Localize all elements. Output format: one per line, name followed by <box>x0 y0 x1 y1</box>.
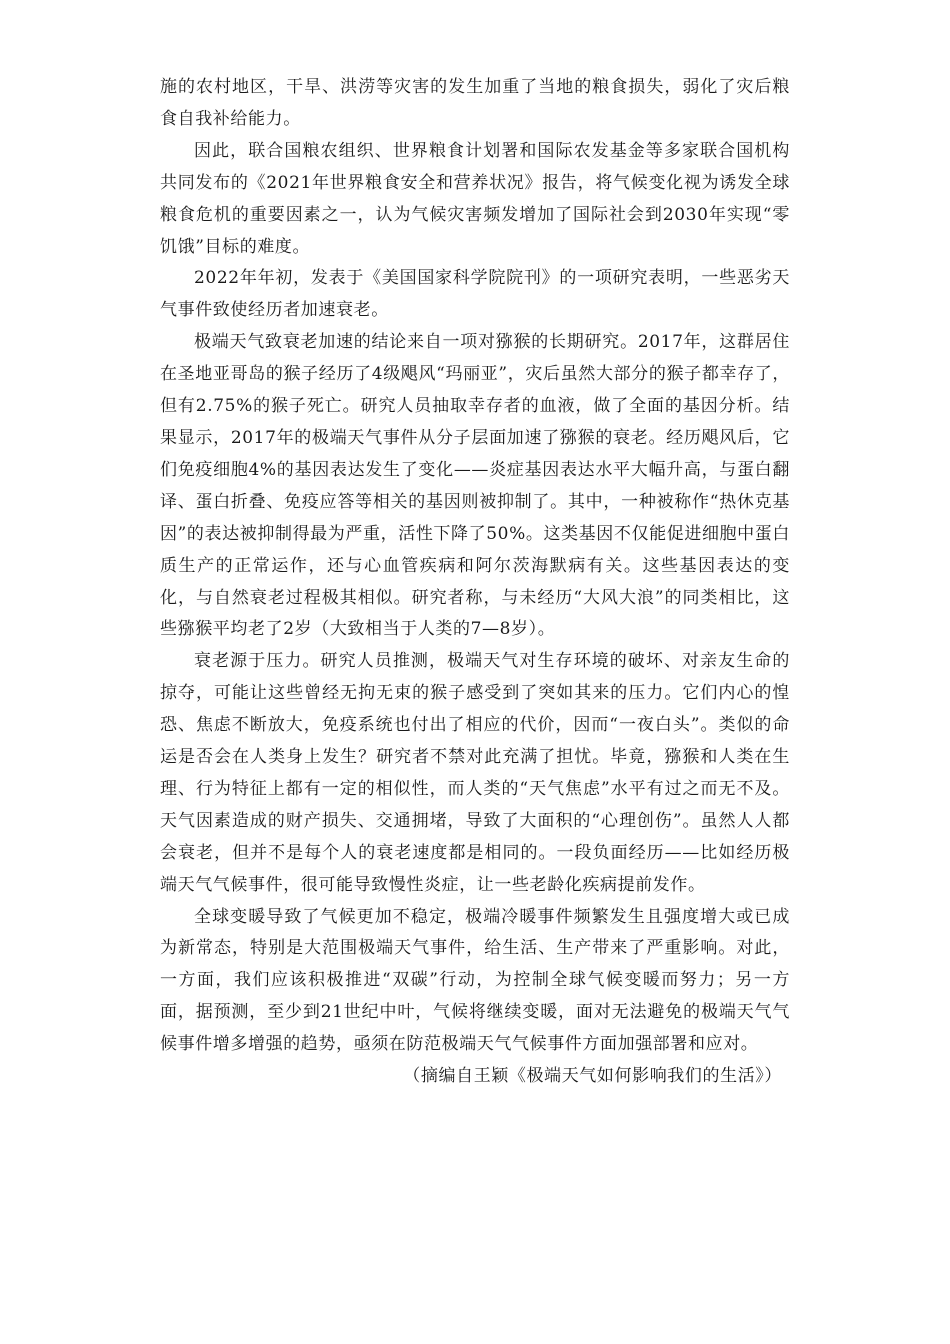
paragraph-continued: 施的农村地区，干旱、洪涝等灾害的发生加重了当地的粮食损失，弱化了灾后粮食自我补给能力。 <box>160 77 790 129</box>
paragraph-global-warming: 全球变暖导致了气候更加不稳定，极端冷暖事件频繁发生且强度增大或已成为新常态，特别是大范围极端天气事件，给生活、生产带来了严重影响。对此，一方面，我们应该积极推进“双碳”行动，为控制全球气候变暖而努力；另一方面，据预测，至少到21世纪中叶，气候将继续变暖，面对无法避免的极端天气气候事件增多增强的趋势，亟须在防范极端天气气候事件方面加强部署和应对。 <box>160 906 790 1055</box>
source-citation: （摘编自王颖《极端天气如何影响我们的生活》） <box>403 1066 782 1087</box>
article-body <box>160 72 790 1093</box>
paragraph-macaque-research: 极端天气致衰老加速的结论来自一项对猕猴的长期研究。2017年，这群居住在圣地亚哥岛的猴子经历了4级飓风“玛丽亚”，灾后虽然大部分的猴子都幸存了，但有2.75%的猴子死亡。研究人员抽取幸存者的血液，做了全面的基因分析。结果显示，2017年的极端天气事件从分子层面加速了猕猴的衰老。经历飓风后，它们免疫细胞4%的基因表达发生了变化——炎症基因表达水平大幅升高，与蛋白翻译、蛋白折叠、免疫应答等相关的基因则被抑制了。其中，一种被称作“热休克基因”的表达被抑制得最为严重，活性下降了50%。这类基因不仅能促进细胞中蛋白质生产的正常运作，还与心血管疾病和阿尔茨海默病有关。这些基因表达的变化，与自然衰老过程极其相似。研究者称，与未经历“大风大浪”的同类相比，这些猕猴平均老了2岁（大致相当于人类的7—8岁）。 <box>160 332 790 640</box>
paragraph-pnas-study: 2022年年初，发表于《美国国家科学院院刊》的一项研究表明，一些恶劣天气事件致使经历者加速衰老。 <box>160 268 790 321</box>
paragraph-fao-report: 因此，联合国粮农组织、世界粮食计划署和国际农发基金等多家联合国机构共同发布的《2021年世界粮食安全和营养状况》报告，将气候变化视为诱发全球粮食危机的重要因素之一，认为气候灾害频发增加了国际社会到2030年实现“零饥饿”目标的难度。 <box>160 140 790 257</box>
paragraph-stress-aging: 衰老源于压力。研究人员推测，极端天气对生存环境的破坏、对亲友生命的掠夺，可能让这些曾经无拘无束的猴子感受到了突如其来的压力。它们内心的惶恐、焦虑不断放大，免疫系统也付出了相应的代价，因而“一夜白头”。类似的命运是否会在人类身上发生？研究者不禁对此充满了担忧。毕竟，猕猴和人类在生理、行为特征上都有一定的相似性，而人类的“天气焦虑”水平有过之而无不及。天气因素造成的财产损失、交通拥堵，导致了大面积的“心理创伤”。虽然人人都会衰老，但并不是每个人的衰老速度都是相同的。一段负面经历——比如经历极端天气气候事件，很可能导致慢性炎症，让一些老龄化疾病提前发作。 <box>160 651 790 895</box>
